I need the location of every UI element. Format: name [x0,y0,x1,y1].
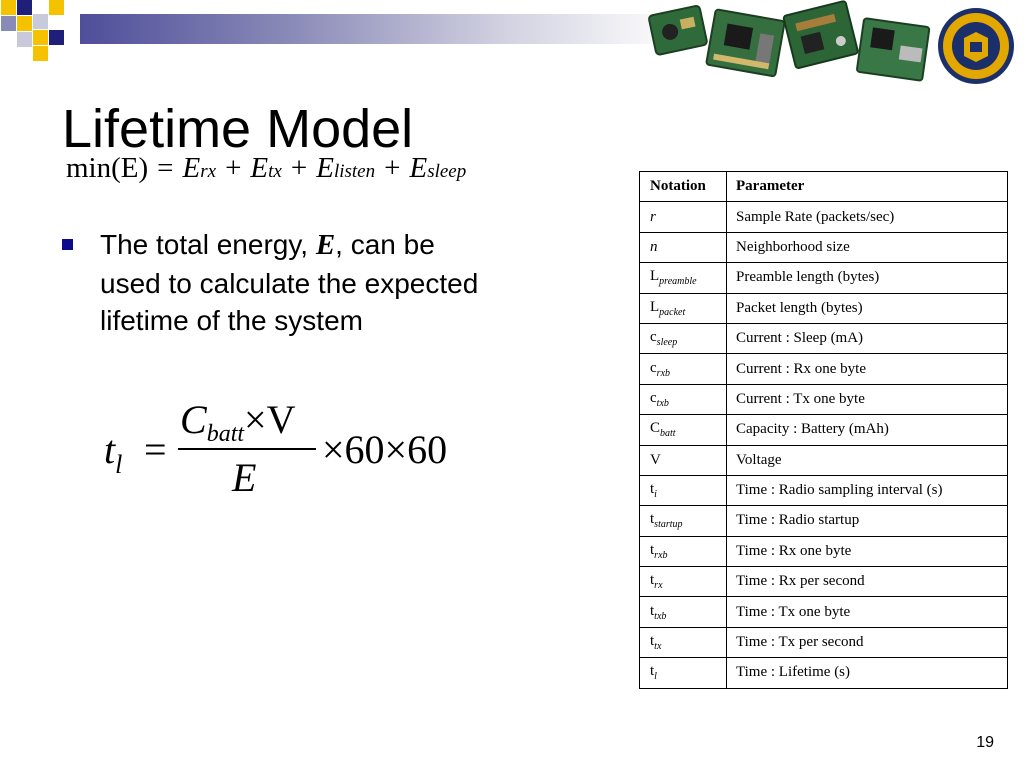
table-row [640,506,1008,536]
table-row [640,384,1008,414]
notation-subscript: packet [659,306,686,318]
notation-subscript: l [654,671,657,683]
table-row [640,475,1008,505]
notation-symbol: L [650,268,660,285]
table-row [640,627,1008,657]
notation-cell [640,506,727,536]
parameter-cell: Voltage [727,445,1008,475]
notation-symbol: n [650,238,658,255]
parameter-cell: Time : Radio startup [727,506,1008,536]
notation-symbol: C [650,420,661,437]
lifetime-multiplier: ×60×60 [322,427,448,472]
notation-symbol: t [650,633,655,650]
parameter-cell: Time : Radio sampling interval (s) [727,475,1008,505]
slide-title: Lifetime Model [62,99,414,159]
lifetime-lhs [104,426,123,479]
notation-symbol: t [650,602,655,619]
parameter-cell: Packet length (bytes) [727,293,1008,323]
parameter-cell: Time : Tx per second [727,627,1008,657]
notation-symbol: V [650,451,661,468]
notation-cell [640,567,727,597]
table-row [640,263,1008,293]
table-row [640,658,1008,688]
notation-cell [640,263,727,293]
table-row [640,567,1008,597]
lifetime-lhs-symbol: t [104,427,116,472]
notation-cell [640,445,727,475]
notation-subscript: txb [654,610,667,622]
notation-subscript: rx [654,580,663,592]
energy-equation-lhs: min(E) [66,152,149,184]
sensor-boards-photo [640,0,940,96]
bullet-text [100,226,482,340]
lifetime-equation [104,396,484,506]
notation-symbol: t [650,481,655,498]
bullet-energy-symbol: E [315,229,336,261]
parameter-cell: Current : Tx one byte [727,384,1008,414]
header-parameter: Parameter [727,172,1008,202]
numerator-rest: ×V [244,397,296,442]
notation-subscript: startup [654,519,683,531]
notation-cell [640,536,727,566]
corner-checker-decoration [0,0,80,64]
table-row [640,354,1008,384]
notation-cell [640,323,727,353]
lifetime-numerator [180,396,296,447]
header-band [80,14,680,44]
energy-term-symbol: E [316,152,334,184]
notation-symbol: c [650,389,657,406]
notation-cell [640,415,727,445]
parameter-cell: Sample Rate (packets/sec) [727,202,1008,232]
table-row [640,445,1008,475]
notation-subscript: preamble [659,276,697,288]
parameter-cell: Time : Tx one byte [727,597,1008,627]
parameter-cell: Preamble length (bytes) [727,263,1008,293]
table-row [640,202,1008,232]
notation-symbol: r [650,208,656,225]
bullet-text-after: , can be used to calculate the expected lifetime of the system [100,229,479,336]
parameter-cell: Capacity : Battery (mAh) [727,415,1008,445]
notation-symbol: t [650,572,655,589]
parameter-cell: Current : Sleep (mA) [727,323,1008,353]
table-row [640,536,1008,566]
table-row [640,597,1008,627]
notation-symbol: c [650,359,657,376]
notation-symbol: t [650,511,655,528]
bullet-point [62,226,482,340]
energy-equation: min(E) = E rx + E tx + E listen + E sleep [66,152,467,184]
notation-subscript: txb [656,397,669,409]
notation-cell [640,232,727,262]
notation-cell [640,475,727,505]
equals-sign: = [144,427,167,472]
notation-cell [640,658,727,688]
energy-term-symbol: E [250,152,269,184]
notation-symbol: c [650,329,657,346]
table-body [640,202,1008,688]
table-row [640,293,1008,323]
numerator-sub: batt [206,421,245,447]
notation-cell [640,597,727,627]
notation-subscript: sleep [656,337,678,349]
parameter-cell: Time : Rx per second [727,567,1008,597]
table-header-row [640,172,1008,202]
notation-cell [640,384,727,414]
lifetime-denominator: E [232,455,257,500]
notation-subscript: batt [660,428,676,440]
parameter-cell: Current : Rx one byte [727,354,1008,384]
parameter-cell: Neighborhood size [727,232,1008,262]
notation-cell [640,202,727,232]
bullet-text-before: The total energy, [100,229,316,260]
energy-term-symbol: E [182,152,201,184]
bullet-square-icon [62,239,73,250]
parameter-cell: Time : Rx one byte [727,536,1008,566]
header-notation: Notation [640,172,727,202]
university-seal-icon [936,6,1016,86]
notation-subscript: rxb [654,549,668,561]
notation-symbol: t [650,541,655,558]
notation-cell [640,293,727,323]
notation-cell [640,354,727,384]
notation-subscript: rxb [656,367,671,379]
notation-symbol: L [650,298,660,315]
notation-cell [640,627,727,657]
notation-symbol: t [650,663,655,680]
notation-subscript: i [654,489,657,501]
table-row [640,232,1008,262]
table-row [640,415,1008,445]
parameter-cell: Time : Lifetime (s) [727,658,1008,688]
fraction-bar [178,448,316,450]
lifetime-lhs-sub: l [115,450,123,479]
notation-table [639,171,1008,689]
numerator-symbol: C [180,397,207,442]
table-row [640,323,1008,353]
energy-term-symbol: E [409,152,428,184]
notation-subscript: tx [654,641,662,653]
page-number: 19 [976,734,994,751]
